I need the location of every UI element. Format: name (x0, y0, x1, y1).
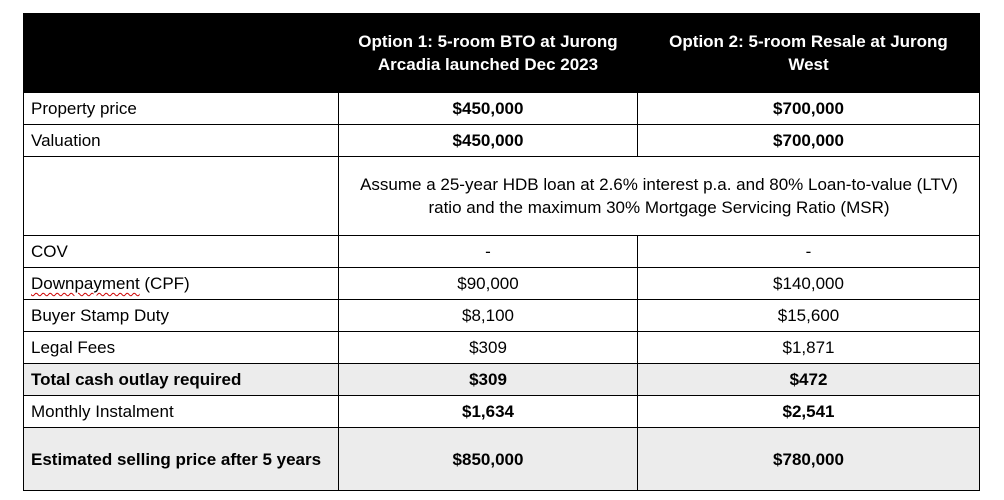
header-option-1: Option 1: 5-room BTO at Jurong Arcadia launched Dec 2023 (339, 14, 638, 93)
row-downpayment (24, 268, 980, 300)
row-label: Buyer Stamp Duty (24, 300, 339, 332)
spellcheck-underlined-word: Downpayment (31, 274, 140, 293)
row-total-cash-outlay (24, 364, 980, 396)
option-1-value: $450,000 (339, 93, 638, 125)
row-estimated-selling-price (24, 428, 980, 491)
row-loan-assumption (24, 157, 980, 236)
option-1-value: $850,000 (339, 428, 638, 491)
option-2-value: $472 (638, 364, 980, 396)
option-2-value: $1,871 (638, 332, 980, 364)
option-2-value: $700,000 (638, 125, 980, 157)
option-1-value: $450,000 (339, 125, 638, 157)
option-2-value: $700,000 (638, 93, 980, 125)
loan-assumption-note: Assume a 25-year HDB loan at 2.6% interest p.a. and 80% Loan-to-value (LTV) ratio and the maximum 30% Mortgage Servicing Ratio (MSR) (339, 157, 980, 236)
row-property-price (24, 93, 980, 125)
header-option-2: Option 2: 5-room Resale at Jurong West (638, 14, 980, 93)
row-label: Monthly Instalment (24, 396, 339, 428)
option-1-value: $309 (339, 332, 638, 364)
row-monthly-instalment (24, 396, 980, 428)
row-label-rest: (CPF) (139, 274, 190, 293)
option-1-value: - (339, 236, 638, 268)
row-label: COV (24, 236, 339, 268)
option-2-value: $140,000 (638, 268, 980, 300)
row-cov (24, 236, 980, 268)
header-blank (24, 14, 339, 93)
header-row (24, 14, 980, 93)
row-legal-fees (24, 332, 980, 364)
row-label-empty (24, 157, 339, 236)
row-label: Property price (24, 93, 339, 125)
option-1-value: $309 (339, 364, 638, 396)
row-buyer-stamp-duty (24, 300, 980, 332)
option-2-value: $15,600 (638, 300, 980, 332)
option-2-value: $780,000 (638, 428, 980, 491)
row-label: Estimated selling price after 5 years (24, 428, 339, 491)
option-1-value: $90,000 (339, 268, 638, 300)
row-valuation (24, 125, 980, 157)
row-label: Valuation (24, 125, 339, 157)
option-1-value: $8,100 (339, 300, 638, 332)
row-label (24, 268, 339, 300)
row-label: Total cash outlay required (24, 364, 339, 396)
option-1-value: $1,634 (339, 396, 638, 428)
option-2-value: $2,541 (638, 396, 980, 428)
row-label: Legal Fees (24, 332, 339, 364)
option-2-value: - (638, 236, 980, 268)
comparison-table (23, 13, 980, 491)
